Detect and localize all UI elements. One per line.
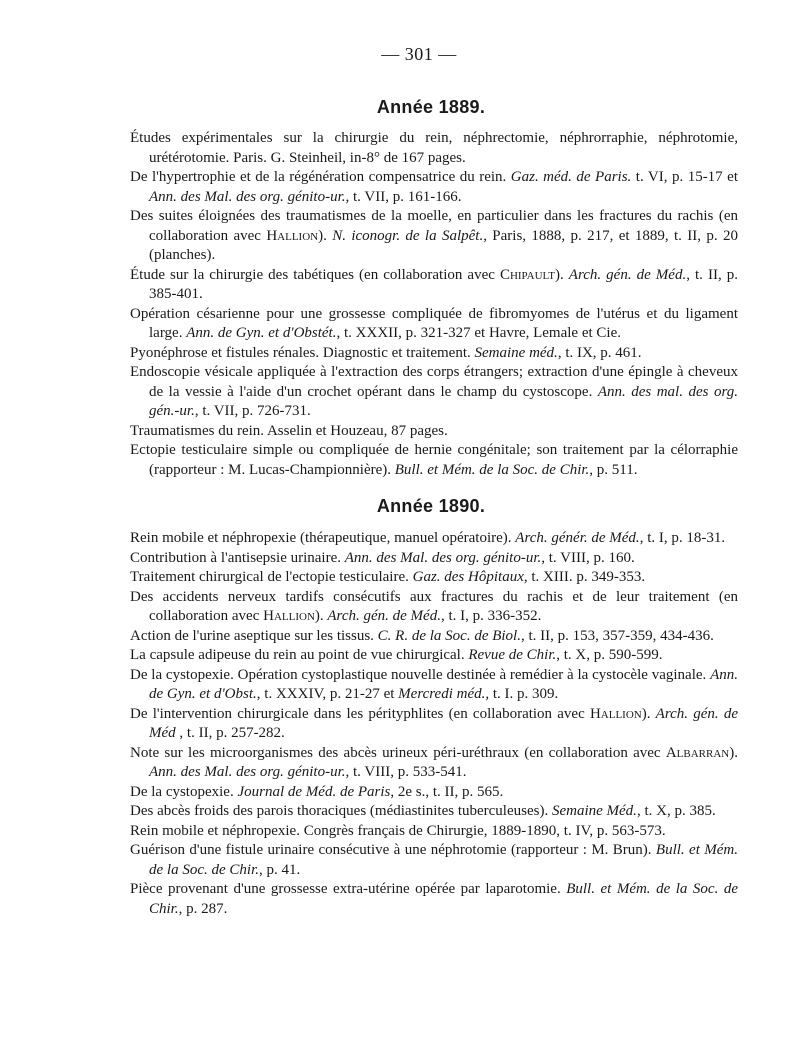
journal-title: Arch. génér. de Méd. [515, 530, 640, 546]
journal-title: Revue de Chir. [468, 647, 557, 663]
entry-text: Note sur les microorganismes des abcès urineux péri-uréthraux (en collaboration avec [130, 744, 666, 761]
journal-title: Journal de Méd. de Paris [237, 783, 391, 800]
entry-text: Étude sur la chirurgie des tabétiques (en collaboration avec [130, 266, 500, 283]
journal-title: Arch. gén. de Méd. [568, 266, 687, 283]
year-heading-1889: Année 1889. [376, 97, 486, 117]
journal-title: Bull. et Mém. de la Soc. de Chir. [394, 461, 590, 478]
journal-title: Semaine Méd. [551, 803, 637, 819]
entry-text: ). [318, 227, 333, 244]
entry-text: Rein mobile et néphropexie. Congrès français de Chirurgie, 1889-1890, t. IV, p. 563-573. [130, 822, 666, 839]
journal-title: Arch. gén. de Méd. [327, 608, 441, 624]
journal-title: Semaine méd. [474, 344, 558, 361]
bibliography-entry [130, 266, 738, 305]
journal-title: Ann. des mal. des org. gén.-ur. [149, 383, 738, 419]
journal-title: Gaz. méd. de Paris. [510, 169, 632, 185]
bibliography-entry [130, 822, 738, 842]
entry-text: Des accidents nerveux tardifs consécutifs aux fractures du rachis et de leur traitement (en collaboration avec [130, 588, 738, 624]
entry-text: Endoscopie vésicale appliquée à l'extraction des corps étrangers; extraction d'une épingle à cheveux de la vessie à l'aide d'un crochet opérant dans le champ du cystoscope. [130, 364, 738, 400]
bibliography-entry [130, 529, 738, 549]
journal-title: Ann. de Gyn. et d'Obst. [149, 666, 738, 702]
entry-text: , t. VIII, p. 533-541. [345, 764, 467, 780]
journal-title: N. iconogr. de la Salpêt. [332, 227, 484, 244]
entry-text: , t. X, p. 590-599. [556, 647, 663, 663]
journal-title: Arch. gén. de Méd [149, 705, 738, 741]
journal-title: Bull. et Mém. de la Soc. de Chir. [149, 842, 738, 878]
bibliography-entry [130, 744, 738, 783]
collaborator-name: Hallion [589, 705, 642, 722]
entry-text: De la cystopexie. Opération cystoplastique nouvelle destinée à remédier à la cystocèle vaginale. [130, 666, 711, 683]
entry-text: ). [729, 744, 738, 761]
collaborator-name: Hallion [266, 227, 319, 244]
entry-text: Des suites éloignées des traumatismes de la moelle, en particulier dans les fractures du rachis (en collaboration avec [130, 208, 738, 244]
entry-text: , t. VII, p. 161-166. [345, 188, 462, 205]
entry-text: Traumatismes du rein. Asselin et Houzeau, 87 pages. [130, 422, 448, 439]
entry-text: , p. 41. [259, 861, 301, 878]
bibliography-entry [130, 422, 738, 442]
bibliography-entry [130, 841, 738, 880]
bibliography-entry [130, 783, 738, 803]
bibliography-entry [130, 880, 738, 919]
journal-title: Ann. de Gyn. et d'Obstét. [186, 325, 337, 341]
journal-title: C. R. de la Soc. de Biol. [377, 627, 521, 644]
collaborator-name: Chipault [499, 266, 555, 283]
entry-text: ). [554, 266, 569, 283]
bibliography-entry [130, 207, 738, 266]
bibliography-entry [130, 363, 738, 422]
entry-text: , t. VIII, p. 160. [541, 549, 635, 566]
entry-text: Pyonéphrose et fistules rénales. Diagnostic et traitement. [130, 344, 475, 361]
bibliography-entry [130, 666, 738, 705]
entry-text: Pièce provenant d'une grossesse extra-utérine opérée par laparotomie. [130, 881, 567, 897]
collaborator-name: Hallion [263, 608, 315, 624]
entry-text: , t. XXXIV, p. 21-27 et [256, 686, 399, 702]
entry-text: De la cystopexie. [130, 783, 238, 800]
entry-text: , t. XIII. p. 349-353. [523, 569, 646, 585]
entry-text: Rein mobile et néphropexie (thérapeutique, manuel opératoire). [130, 530, 516, 546]
bibliography-entry [130, 646, 738, 666]
entry-text: , t. II, p. 153, 357-359, 434-436. [520, 627, 714, 644]
entry-text: , t. VII, p. 726-731. [194, 403, 311, 419]
entry-text: , t. X, p. 385. [636, 803, 716, 819]
entry-text: Guérison d'une fistule urinaire consécutive à une néphrotomie (rapporteur : M. Brun). [130, 842, 656, 858]
entry-text: , t. XXXII, p. 321-327 et Havre, Lemale et Cie. [336, 325, 621, 341]
entry-text: Action de l'urine aseptique sur les tissus. [130, 627, 378, 644]
entry-text: , Paris, 1888, p. 217, et 1889, t. II, p. 20 (planches). [149, 227, 738, 263]
entry-text: , t. II, p. 385-401. [149, 266, 738, 302]
entry-text: t. VI, p. 15-17 et [631, 169, 738, 185]
bibliography-list-1890 [130, 529, 738, 919]
journal-title: Ann. des Mal. des org. génito-ur. [149, 764, 346, 780]
entry-text: Traitement chirurgical de l'ectopie testiculaire. [130, 569, 413, 585]
journal-title: Gaz. des Hôpitaux [412, 569, 524, 585]
entry-text: , 2e s., t. II, p. 565. [390, 783, 504, 800]
bibliography-entry [130, 802, 738, 822]
entry-text: ). [641, 705, 656, 722]
bibliography-entry [130, 705, 738, 744]
bibliography-entry [130, 441, 738, 480]
collaborator-name: Albarran [665, 744, 730, 761]
entry-text: , t. I. p. 309. [485, 686, 559, 702]
bibliography-entry [130, 588, 738, 627]
entry-text: Études expérimentales sur la chirurgie du rein, néphrectomie, néphrorraphie, néphrotomie, urétérotomie. Paris. G. Steinheil, in-8° de 167 pages. [130, 130, 738, 166]
entry-text: De l'intervention chirurgicale dans les pérityphlites (en collaboration avec [130, 705, 590, 722]
entry-text: , p. 511. [589, 461, 638, 478]
entry-text: , t. I, p. 18-31. [639, 530, 726, 546]
entry-text: Des abcès froids des parois thoraciques (médiastinites tuberculeuses). [130, 803, 552, 819]
bibliography-entry [130, 168, 738, 207]
entry-text: , t. IX, p. 461. [557, 344, 642, 361]
journal-title: Ann. des Mal. des org. génito-ur. [149, 188, 346, 205]
bibliography-entry [130, 129, 738, 168]
bibliography-list-1889 [130, 129, 738, 480]
year-heading-1890: Année 1890. [376, 496, 486, 516]
entry-text: , p. 287. [178, 900, 228, 917]
entry-text: Contribution à l'antisepsie urinaire. [130, 549, 345, 566]
entry-text: De l'hypertrophie et de la régénération compensatrice du rein. [130, 169, 511, 185]
entry-text: ). [314, 608, 328, 624]
entry-text: , t. II, p. 257-282. [175, 725, 285, 741]
entry-text: Ectopie testiculaire simple ou compliquée de hernie congénitale; son traitement par la célorraphie (rapporteur : M. Lucas-Championnière). [130, 442, 738, 478]
page-number: — 301 — [381, 44, 457, 64]
entry-text: La capsule adipeuse du rein au point de vue chirurgical. [130, 647, 469, 663]
bibliography-entry [130, 344, 738, 364]
bibliography-entry [130, 627, 738, 647]
journal-title: Mercredi méd. [398, 686, 486, 702]
bibliography-entry [130, 549, 738, 569]
bibliography-entry [130, 568, 738, 588]
entry-text: Opération césarienne pour une grossesse compliquée de fibromyomes de l'utérus et du ligament large. [130, 305, 738, 341]
entry-text: , t. I, p. 336-352. [440, 608, 542, 624]
bibliography-entry [130, 305, 738, 344]
journal-title: Bull. et Mém. de la Soc. de Chir. [149, 881, 738, 917]
journal-title: Ann. des Mal. des org. génito-ur. [344, 549, 542, 566]
